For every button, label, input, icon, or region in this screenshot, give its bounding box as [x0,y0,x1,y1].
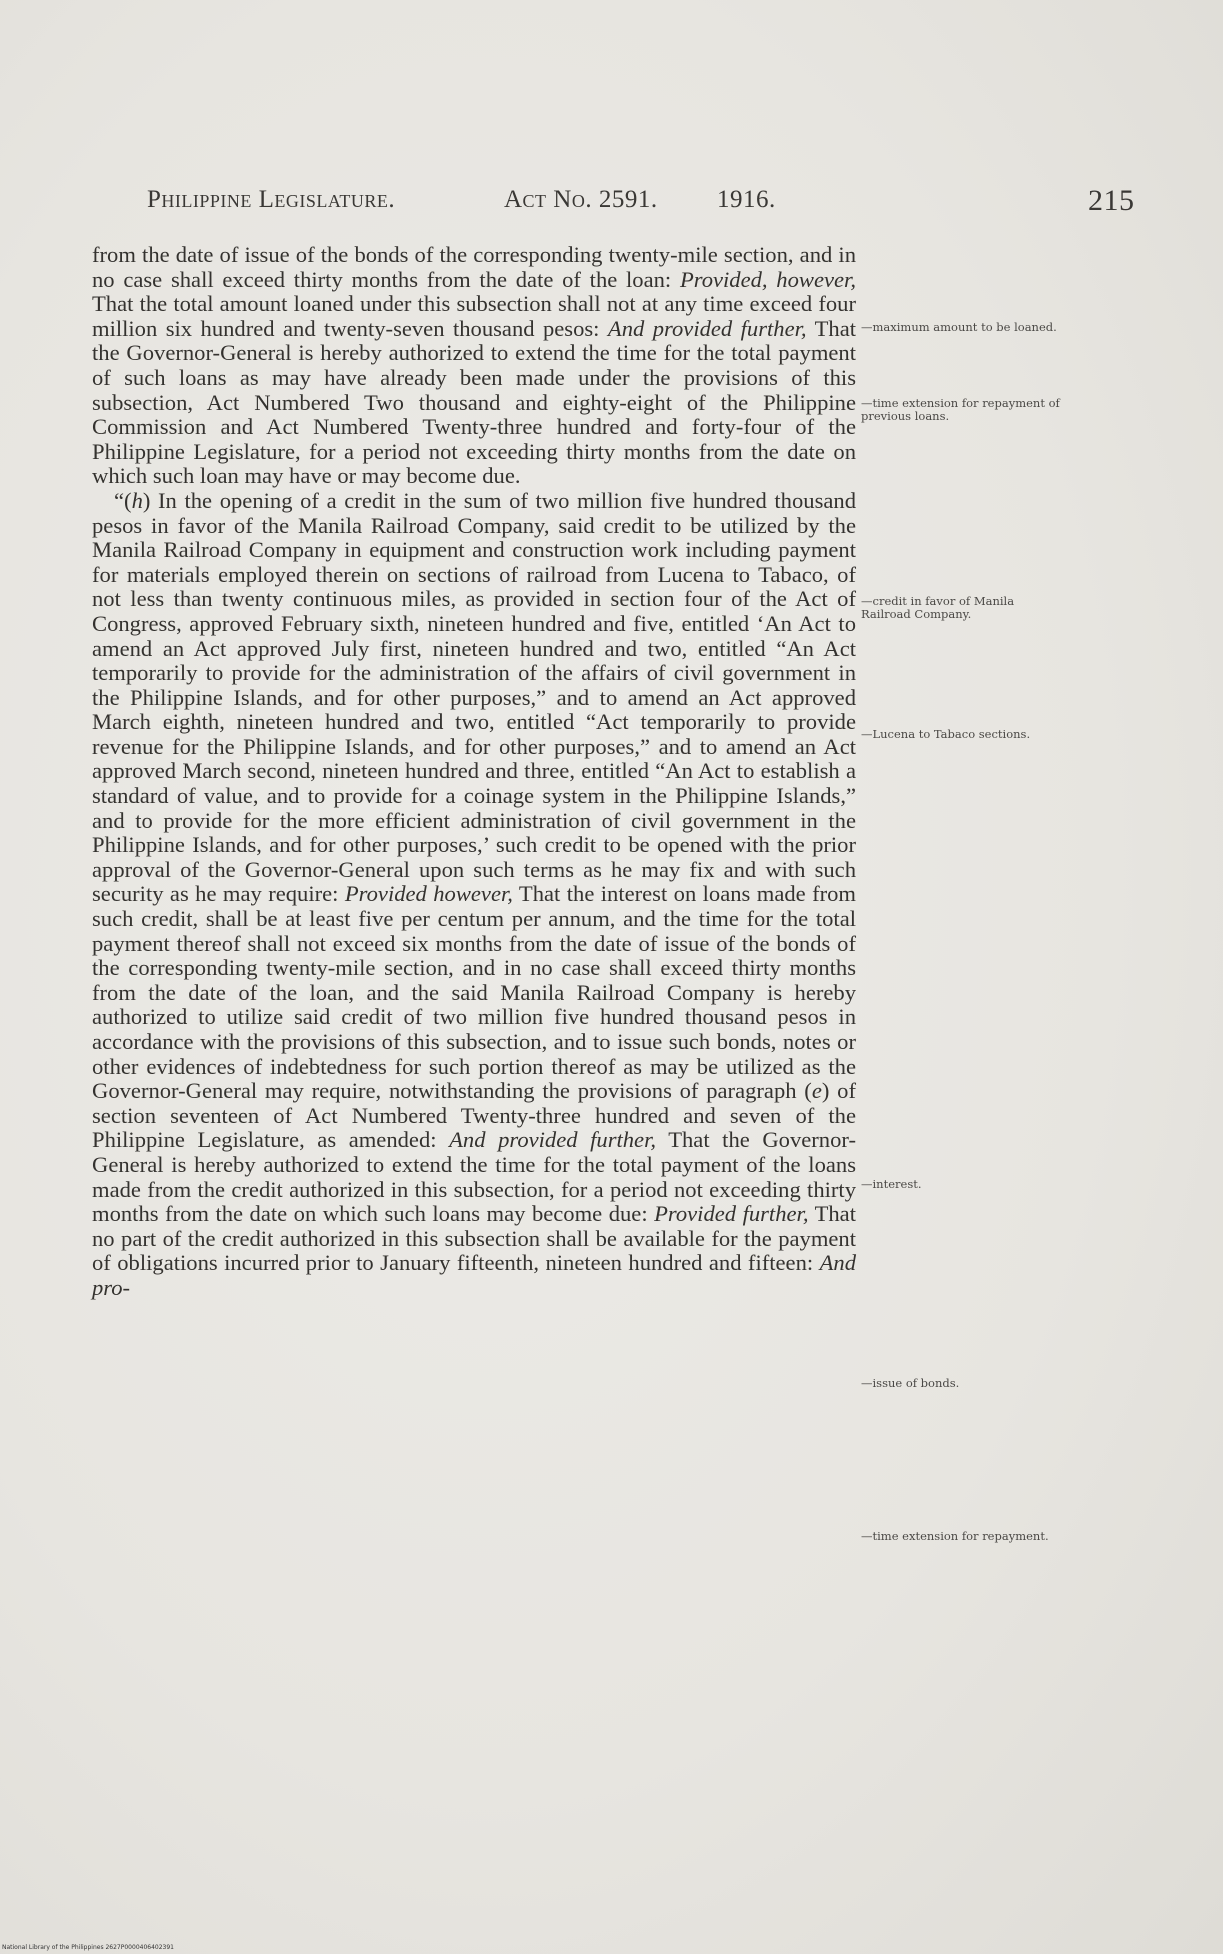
italic-run: h [131,487,143,513]
text-run: ) of section seventeen of Act Numbered Twenty-three hundred and seven of the Philippine Legislature, as amended: [92,1078,856,1153]
text-run: That the Governor-General is hereby authorized to extend the time for the total payment of the loans made from the credit authorized in this subsection, for a period not exceeding thirty months from the date on which such loans may become due: [92,1127,856,1227]
page-number: 215 [1088,184,1135,217]
italic-run: e [811,1078,822,1104]
text-run: ) In the opening of a credit in the sum of two million five hundred thousand pesos in favor of the Manila Railroad Company, said credit to be utilized by the Manila Railroad Company in equipment and construction work including payment for materials employed therein on sections of railroad from Lucena to Tabaco, of not less than twenty continuous miles, as provided in section four of the Act of Congress, approved February sixth, nineteen hundred and five, entitled ‘An Act to amend an Act approved July first, nineteen hundred and two, entitled “An Act temporarily to provide for the administration of the affairs of civil government in the Philippine Islands, and for other purposes,” and to amend an Act approved March eighth, nineteen hundred and two, entitled “Act temporarily to provide revenue for the Philippine Islands, and for other purposes,” and to amend an Act approved March second, nineteen hundred and three, entitled “An Act to establish a standard of value, and to provide for a coinage system in the Philippine Islands,” and to provide for the more efficient administration of civil government in the Philippine Islands, and for other purposes,’ such credit to be opened with the prior approval of the Governor-General upon such terms as he may fix and with such security as he may require: [92,487,856,907]
scan-credit-footer: National Library of the Philippines 2627P0000406402391 [2,1944,174,1951]
italic-run: Provided further, [654,1201,809,1227]
margin-note-credit-manila-railroad: —credit in favor of Manila Railroad Company. [861,594,1015,621]
margin-note-time-extension-previous: —time extension for repayment of previous loans. [861,396,1060,423]
header-year: 1916. [717,186,776,213]
text-run: from the date of issue of the bonds of the corresponding twenty-mile section, and in no case shall exceed thirty months from the date of the loan: [92,242,856,292]
text-run: “( [114,487,132,513]
margin-note-issue-of-bonds: —issue of bonds. [861,1376,960,1390]
text-run: That the total amount loaned under this subsection shall not at any time exceed four million six hundred and twenty-seven thousand pesos: [92,291,856,341]
text-run: That the Governor-General is hereby authorized to extend the time for the total payment of such loans as may have already been made under the provisions of this subsection, Act Numbered Two thousand and eighty-eight of the Philippine Commission and Act Numbered Twenty-three hundred and forty-four of the Philippine Legislature, for a period not exceeding thirty months from the date on which such loan may have or may become due. [92,315,856,489]
italic-run: And provided further, [449,1127,657,1153]
margin-note-interest: —interest. [861,1177,922,1191]
header-act-number: Act No. 2591. [504,186,658,213]
italic-run: And provided further, [607,315,807,341]
body-text [92,243,856,1301]
text-run: That the interest on loans made from such credit, shall be at least five per centum per annum, and the time for the total payment thereof shall not exceed six months from the date of issue of the bonds of the corresponding twenty-mile section, and in no case shall exceed thirty months from the date of the loan, and the said Manila Railroad Company is hereby authorized to utilize said credit of two million five hundred thousand pesos in accordance with the provisions of this subsection, and to issue such bonds, notes or other evidences of indebtedness for such portion thereof as may be utilized as the Governor-General may require, notwithstanding the provisions of paragraph ( [92,881,857,1104]
paragraph-subsection-h [92,489,856,1301]
margin-note-maximum-amount: —maximum amount to be loaned. [861,320,1057,334]
italic-run: Provided, however, [679,266,856,292]
margin-note-lucena-tabaco: —Lucena to Tabaco sections. [861,727,1031,741]
italic-run: And pro- [92,1250,856,1300]
paragraph-continuation [92,243,856,489]
italic-run: Provided however, [344,881,513,907]
text-run: That no part of the credit authorized in this subsection shall be available for the payment of obligations incurred prior to January fifteenth, nineteen hundred and fifteen: [92,1201,856,1276]
header-title: Philippine Legislature. [147,186,396,213]
margin-note-time-extension-repayment: —time extension for repayment. [861,1529,1049,1543]
